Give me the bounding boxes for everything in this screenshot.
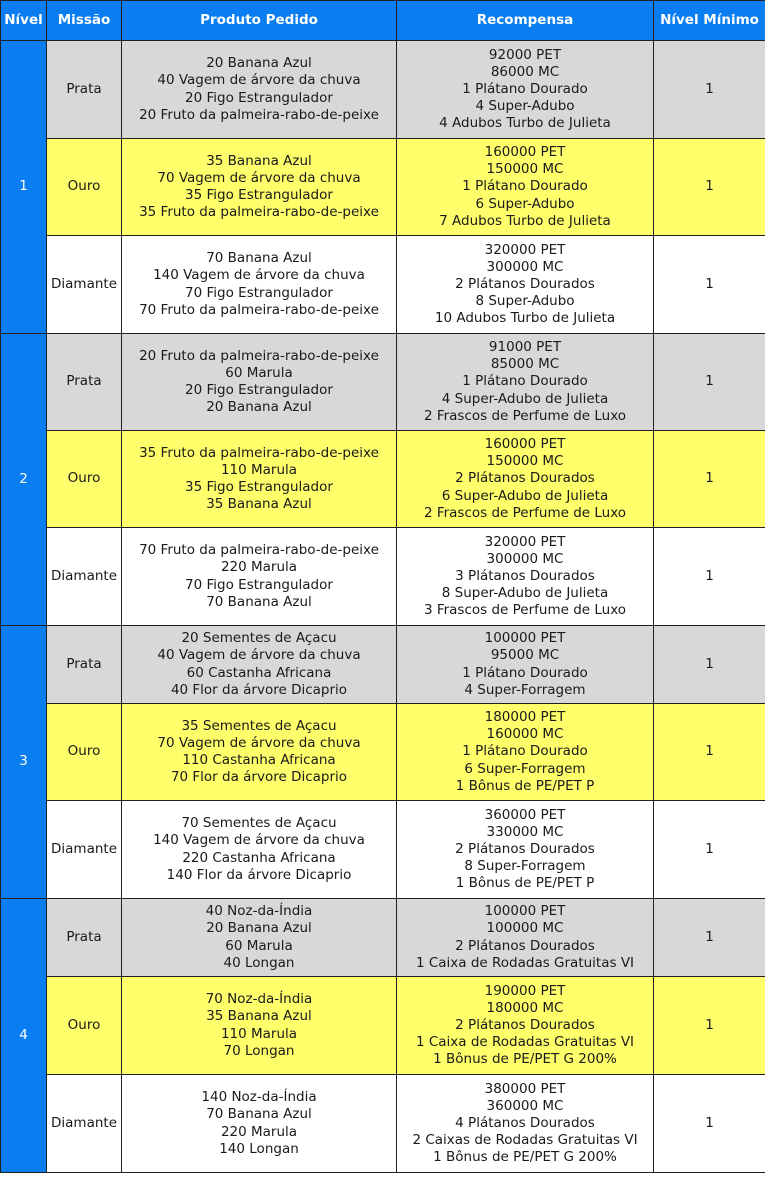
header-row <box>1 1 765 41</box>
reward-item: 4 Super-Adubo <box>475 98 575 115</box>
reward-item: 95000 MC <box>490 647 560 664</box>
reward-list <box>397 801 654 899</box>
reward-item: 4 Adubos Turbo de Julieta <box>439 115 611 132</box>
product-item: 35 Banana Azul <box>206 496 312 513</box>
product-list <box>122 977 397 1075</box>
reward-item: 1 Caixa de Rodadas Gratuitas VI <box>415 1034 635 1051</box>
product-item: 40 Flor da árvore Dicaprio <box>170 681 348 698</box>
mission-tier: Diamante <box>47 528 122 626</box>
table-row <box>1 236 765 334</box>
reward-item: 300000 MC <box>486 550 564 567</box>
table-header <box>1 1 765 41</box>
reward-item: 3 Plátanos Dourados <box>455 567 595 584</box>
product-item: 70 Fruto da palmeira-rabo-de-peixe <box>139 301 379 318</box>
reward-item: 8 Super-Forragem <box>464 858 586 875</box>
product-item: 70 Flor da árvore Dicaprio <box>170 769 348 786</box>
product-item: 35 Banana Azul <box>206 152 312 169</box>
mission-tier: Prata <box>47 899 122 977</box>
mission-tier: Prata <box>47 41 122 139</box>
reward-item: 360000 MC <box>486 1097 564 1114</box>
reward-list <box>397 41 654 139</box>
product-item: 70 Longan <box>223 1042 295 1059</box>
reward-item: 4 Super-Forragem <box>464 681 586 698</box>
header-reward: Recompensa <box>397 1 654 41</box>
product-item: 140 Noz-da-Índia <box>201 1089 317 1106</box>
reward-item: 160000 PET <box>484 436 566 453</box>
product-item: 35 Figo Estrangulador <box>185 479 333 495</box>
reward-item: 1 Bônus de PE/PET G 200% <box>433 1149 617 1166</box>
reward-item: 2 Frascos de Perfume de Luxo <box>423 504 627 521</box>
reward-item: 2 Frascos de Perfume de Luxo <box>423 407 627 424</box>
mission-tier: Ouro <box>47 431 122 528</box>
table-row <box>1 899 765 977</box>
reward-item: 1 Bônus de PE/PET P <box>455 875 595 892</box>
reward-item: 360000 PET <box>484 806 566 823</box>
reward-list <box>397 1075 654 1173</box>
product-item: 20 Figo Estrangulador <box>185 382 333 398</box>
product-item: 70 Figo Estrangulador <box>185 284 333 301</box>
header-mission: Missão <box>47 1 122 41</box>
min-level: 1 <box>654 41 765 139</box>
product-list <box>122 801 397 899</box>
reward-item: 1 Plátano Dourado <box>462 178 588 195</box>
table-row <box>1 1075 765 1173</box>
min-level: 1 <box>654 704 765 801</box>
reward-item: 1 Bônus de PE/PET G 200% <box>433 1051 617 1068</box>
product-item: 40 Noz-da-Índia <box>205 903 313 920</box>
reward-item: 1 Plátano Dourado <box>462 743 588 760</box>
product-list <box>122 41 397 139</box>
reward-item: 190000 PET <box>484 982 566 999</box>
reward-list <box>397 977 654 1075</box>
reward-item: 160000 PET <box>484 144 566 161</box>
min-level: 1 <box>654 334 765 431</box>
reward-item: 100000 PET <box>484 630 566 647</box>
min-level: 1 <box>654 528 765 626</box>
reward-item: 2 Plátanos Dourados <box>455 937 595 954</box>
product-item: 220 Castanha Africana <box>182 849 336 866</box>
reward-item: 150000 MC <box>486 161 564 178</box>
table-row <box>1 704 765 801</box>
table-row <box>1 977 765 1075</box>
reward-item: 7 Adubos Turbo de Julieta <box>439 212 611 229</box>
reward-item: 160000 MC <box>486 726 564 743</box>
level-number: 4 <box>1 899 47 1173</box>
mission-tier: Ouro <box>47 704 122 801</box>
product-item: 60 Marula <box>225 937 293 954</box>
table-row <box>1 528 765 626</box>
product-item: 20 Banana Azul <box>206 920 312 937</box>
reward-item: 8 Super-Adubo de Julieta <box>441 585 609 602</box>
product-list <box>122 899 397 977</box>
reward-list <box>397 899 654 977</box>
product-item: 110 Marula <box>220 461 298 478</box>
min-level: 1 <box>654 626 765 704</box>
reward-item: 85000 MC <box>490 356 560 373</box>
reward-item: 3 Frascos de Perfume de Luxo <box>423 602 627 619</box>
reward-item: 1 Bônus de PE/PET P <box>455 777 595 794</box>
reward-item: 330000 MC <box>486 823 564 840</box>
reward-item: 86000 MC <box>490 63 560 80</box>
min-level: 1 <box>654 431 765 528</box>
product-item: 40 Vagem de árvore da chuva <box>157 72 361 89</box>
product-item: 220 Marula <box>220 1123 298 1140</box>
reward-item: 2 Plátanos Dourados <box>455 1016 595 1033</box>
product-item: 70 Vagem de árvore da chuva <box>157 734 361 751</box>
product-item: 70 Banana Azul <box>206 250 312 267</box>
product-list <box>122 139 397 236</box>
product-item: 70 Figo Estrangulador <box>185 576 333 593</box>
reward-item: 180000 MC <box>486 999 564 1016</box>
reward-item: 100000 PET <box>484 903 566 920</box>
reward-item: 320000 PET <box>484 241 566 258</box>
product-item: 70 Banana Azul <box>206 593 312 610</box>
reward-item: 2 Plátanos Dourados <box>455 470 595 487</box>
reward-list <box>397 626 654 704</box>
product-item: 70 Sementes de Açacu <box>181 815 337 832</box>
product-item: 35 Banana Azul <box>206 1008 312 1025</box>
mission-tier: Diamante <box>47 801 122 899</box>
product-list <box>122 528 397 626</box>
table-row <box>1 801 765 899</box>
reward-item: 91000 PET <box>488 339 562 356</box>
product-item: 20 Sementes de Açacu <box>181 630 337 647</box>
reward-item: 2 Caixas de Rodadas Gratuitas VI <box>412 1132 638 1149</box>
product-item: 220 Marula <box>220 559 298 576</box>
product-item: 35 Sementes de Açacu <box>181 717 337 734</box>
product-item: 70 Banana Azul <box>206 1106 312 1123</box>
mission-tier: Diamante <box>47 236 122 334</box>
reward-item: 320000 PET <box>484 533 566 550</box>
product-item: 60 Marula <box>225 364 293 381</box>
level-number: 2 <box>1 334 47 626</box>
reward-list <box>397 236 654 334</box>
table-row <box>1 626 765 704</box>
reward-list <box>397 431 654 528</box>
reward-item: 1 Caixa de Rodadas Gratuitas VI <box>415 954 635 971</box>
min-level: 1 <box>654 139 765 236</box>
product-list <box>122 431 397 528</box>
level-number: 3 <box>1 626 47 899</box>
reward-item: 180000 PET <box>484 709 566 726</box>
reward-item: 10 Adubos Turbo de Julieta <box>434 310 616 327</box>
mission-tier: Diamante <box>47 1075 122 1173</box>
product-item: 70 Noz-da-Índia <box>205 991 313 1008</box>
product-item: 35 Fruto da palmeira-rabo-de-peixe <box>139 444 379 461</box>
product-item: 60 Castanha Africana <box>186 664 332 681</box>
product-item: 35 Figo Estrangulador <box>185 187 333 203</box>
product-list <box>122 236 397 334</box>
min-level: 1 <box>654 977 765 1075</box>
reward-item: 4 Super-Adubo de Julieta <box>441 390 609 407</box>
reward-item: 6 Super-Adubo de Julieta <box>441 487 609 504</box>
header-level: Nível <box>1 1 47 41</box>
reward-item: 8 Super-Adubo <box>475 293 575 310</box>
min-level: 1 <box>654 236 765 334</box>
product-item: 70 Fruto da palmeira-rabo-de-peixe <box>139 542 379 559</box>
level-number: 1 <box>1 41 47 334</box>
reward-item: 2 Plátanos Dourados <box>455 840 595 857</box>
mission-tier: Ouro <box>47 977 122 1075</box>
product-list <box>122 334 397 431</box>
reward-item: 6 Super-Forragem <box>464 760 586 777</box>
reward-item: 150000 MC <box>486 453 564 470</box>
product-list <box>122 626 397 704</box>
min-level: 1 <box>654 1075 765 1173</box>
reward-list <box>397 139 654 236</box>
product-list <box>122 1075 397 1173</box>
reward-list <box>397 704 654 801</box>
product-item: 20 Fruto da palmeira-rabo-de-peixe <box>139 106 379 123</box>
reward-item: 4 Plátanos Dourados <box>455 1114 595 1131</box>
product-item: 35 Fruto da palmeira-rabo-de-peixe <box>139 204 379 221</box>
table-row <box>1 431 765 528</box>
table-row <box>1 41 765 139</box>
mission-tier: Ouro <box>47 139 122 236</box>
header-product: Produto Pedido <box>122 1 397 41</box>
product-item: 140 Flor da árvore Dicaprio <box>166 866 352 883</box>
product-item: 110 Marula <box>220 1025 298 1042</box>
table-row <box>1 334 765 431</box>
reward-item: 100000 MC <box>486 920 564 937</box>
header-min-level: Nível Mínimo <box>654 1 765 41</box>
table-body <box>1 41 765 1173</box>
reward-item: 92000 PET <box>488 46 562 63</box>
reward-list <box>397 334 654 431</box>
product-list <box>122 704 397 801</box>
mission-tier: Prata <box>47 626 122 704</box>
reward-item: 2 Plátanos Dourados <box>455 275 595 292</box>
product-item: 20 Fruto da palmeira-rabo-de-peixe <box>139 347 379 364</box>
reward-item: 1 Plátano Dourado <box>462 80 588 97</box>
reward-item: 6 Super-Adubo <box>475 195 575 212</box>
product-item: 140 Vagem de árvore da chuva <box>153 832 365 849</box>
product-item: 140 Vagem de árvore da chuva <box>153 267 365 284</box>
min-level: 1 <box>654 899 765 977</box>
product-item: 40 Vagem de árvore da chuva <box>157 647 361 664</box>
reward-item: 1 Plátano Dourado <box>462 664 588 681</box>
product-item: 20 Banana Azul <box>206 55 312 72</box>
table-row <box>1 139 765 236</box>
product-item: 40 Longan <box>223 954 295 971</box>
reward-item: 300000 MC <box>486 258 564 275</box>
product-item: 70 Vagem de árvore da chuva <box>157 169 361 186</box>
product-item: 110 Castanha Africana <box>182 752 336 768</box>
mission-tier: Prata <box>47 334 122 431</box>
product-item: 20 Banana Azul <box>206 399 312 416</box>
reward-list <box>397 528 654 626</box>
min-level: 1 <box>654 801 765 899</box>
reward-item: 1 Plátano Dourado <box>462 373 588 390</box>
product-item: 20 Figo Estrangulador <box>185 89 333 106</box>
reward-item: 380000 PET <box>484 1080 566 1097</box>
product-item: 140 Longan <box>219 1140 299 1157</box>
